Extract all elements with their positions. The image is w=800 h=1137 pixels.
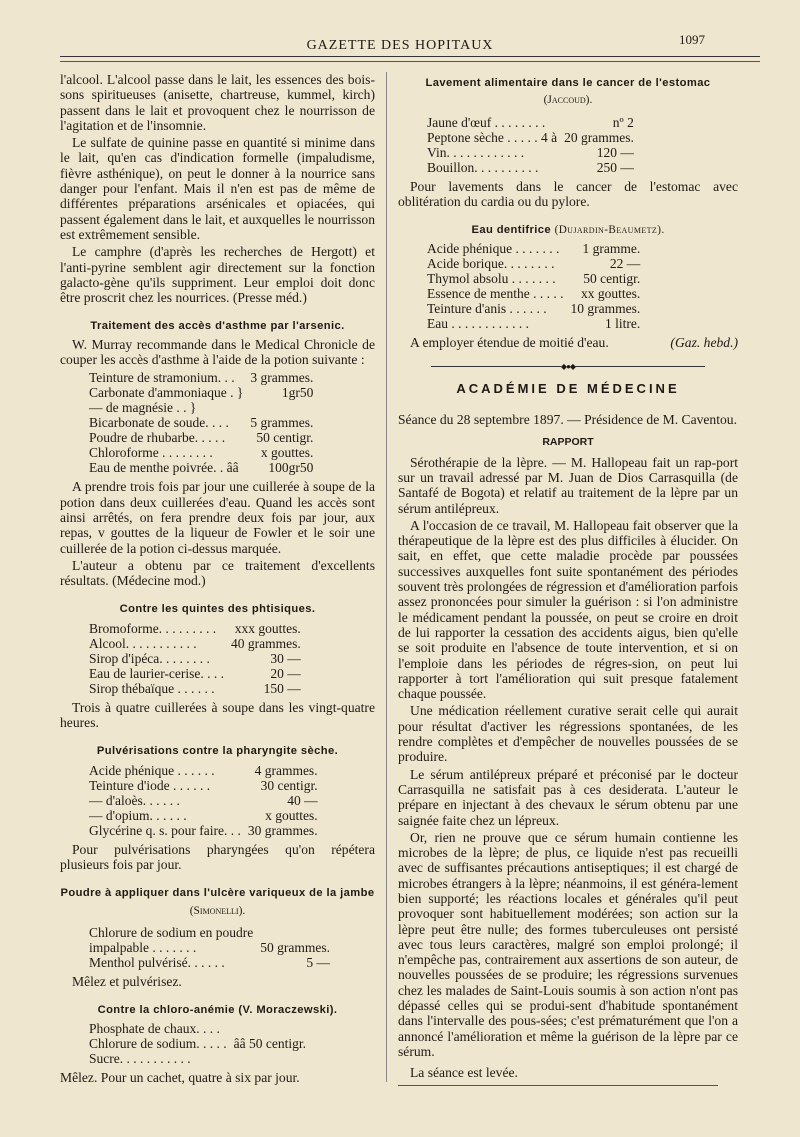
- prescription-row: [86, 370, 316, 385]
- prescription-row: [86, 636, 304, 651]
- dose: 1 litre.: [604, 316, 641, 332]
- ingredient: impalpable . . . . . . .: [89, 939, 197, 955]
- paragraph: Le sulfate de quinine passe en quantité si minime dans le lait, qu'en cas d'indication formelle (impaludisme, fièvre asthénique), on peut le donner à la nourrice sans danger pour l'enfant. Mais il n'en est pas de même de différentes préparations arsénicales et opiacées, qui passent également dans le lait, et auxquelles le nourrisson est extrêmement sensible.: [60, 135, 375, 242]
- ingredient: — d'opium. . . . . .: [89, 807, 187, 823]
- dose: ââ 50 centigr.: [233, 1036, 306, 1052]
- section-title: Contre la chloro-anémie (V. Moraczewski).: [97, 1004, 338, 1017]
- ingredient: Bouillon. . . . . . . . . .: [427, 159, 539, 175]
- dose: 40 —: [287, 792, 318, 808]
- prescription-row: [86, 1036, 309, 1051]
- section-title: [398, 223, 738, 238]
- column-divider: [386, 72, 387, 1082]
- paragraph: Pour pulvérisations pharyngées qu'on répétera plusieurs fois par jour.: [60, 841, 375, 872]
- prescription-row: [86, 681, 304, 696]
- prescription-row: [86, 445, 316, 460]
- page-number: 1097: [679, 32, 705, 47]
- prescription-row: [86, 1021, 309, 1036]
- dose: 3 grammes.: [250, 370, 314, 386]
- paragraph: [398, 335, 738, 350]
- prescription-row: [86, 793, 321, 808]
- dose: 1 gramme.: [582, 241, 641, 257]
- prescription-row: [86, 955, 333, 970]
- header-rule-thin: [60, 61, 760, 62]
- ingredient: — de magnésie . . }: [89, 400, 197, 416]
- prescription-row: [86, 925, 333, 940]
- ingredient: Sucre. . . . . . . . . . .: [89, 1051, 191, 1067]
- paragraph: L'auteur a obtenu par ce traitement d'excellents résultats. (Médecine mod.): [60, 557, 375, 589]
- paragraph: Mêlez et pulvérisez.: [72, 973, 182, 989]
- prescription-row: [86, 778, 321, 793]
- prescription-row: [424, 256, 643, 271]
- section-title: Lavement alimentaire dans le cancer de l'estomac: [425, 77, 711, 89]
- dose: 50 centigr.: [583, 271, 641, 287]
- prescription-row: [86, 415, 316, 430]
- section-title: Traitement des accès d'asthme par l'arsenic.: [90, 320, 345, 333]
- dose: 120 —: [596, 144, 634, 160]
- dose: 4 grammes.: [254, 762, 318, 778]
- ingredient: Chloroforme . . . . . . . .: [89, 445, 213, 461]
- header-rule: [60, 56, 760, 57]
- paragraph: l'alcool. L'alcool passe dans le lait, les essences des bois-sons spiritueuses (anisette, chartreuse, kummel, kirch) passent dans le lait et provoquent chez le nourrisson de l'agitation et de l'insomnie.: [60, 72, 375, 133]
- dose: xx gouttes.: [580, 286, 641, 302]
- dose: x gouttes.: [260, 445, 314, 461]
- paragraph: Mêlez. Pour un cachet, quatre à six par jour.: [60, 1070, 300, 1086]
- prescription-row: [424, 241, 643, 256]
- closing-rule: [398, 1085, 718, 1086]
- right-column: [398, 72, 738, 1086]
- paragraph: Sérothérapie de la lèpre. — M. Hallopeau fait un rap-port sur un travail adressé par M. Juan de Dios Carrasquilla (de Santafé de Bogota) et relatif au traitement de la lèpre par un sérum antilépreux.: [398, 454, 738, 516]
- paragraph-text: A employer étendue de moitié d'eau.: [410, 335, 609, 351]
- ingredient: Glycérine q. s. pour faire. . .: [89, 822, 241, 838]
- dose: 250 —: [596, 159, 634, 175]
- dose: 100gr50: [268, 460, 314, 476]
- ingredient: Chlorure de sodium. . . . .: [89, 1036, 227, 1052]
- ingredient: Poudre de rhubarbe. . . . .: [89, 430, 226, 446]
- source-citation: (Gaz. hebd.): [670, 335, 738, 351]
- paragraph: Trois à quatre cuillerées à soupe dans les vingt-quatre heures.: [60, 699, 375, 731]
- dose: 50 grammes.: [260, 939, 330, 955]
- prescription-table: [424, 241, 643, 331]
- section-title: Poudre à appliquer dans l'ulcère variqueux de la jambe: [60, 887, 375, 900]
- dose: [246, 400, 316, 415]
- prescription-row: [86, 621, 304, 636]
- ingredient: Bromoforme. . . . . . . . .: [89, 620, 217, 636]
- ingredient: Essence de menthe . . . . .: [427, 286, 564, 302]
- ingredient: Jaune d'œuf . . . . . . . .: [427, 114, 546, 130]
- dose: xxx gouttes.: [234, 620, 301, 636]
- prescription-row: [86, 940, 333, 955]
- prescription-row: [86, 1051, 309, 1066]
- paragraph: Le camphre (d'après les recherches de Hergott) et l'anti-pyrine semblent agir directement sur la fonction galacto-gène qu'ils suppriment. Leur emploi doit donc être proscrit chez les nourrices. (Presse méd.): [60, 244, 375, 306]
- ingredient: Peptone sèche . . . . . 4 à: [427, 129, 558, 145]
- ingredient: Acide phénique . . . . . . .: [427, 241, 560, 257]
- ingredient: Menthol pulvérisé. . . . . .: [89, 954, 225, 970]
- prescription-row: [86, 430, 316, 445]
- dose: 5 —: [306, 954, 330, 970]
- ingredient: Eau de laurier-cerise. . . .: [89, 665, 225, 681]
- dose: [256, 925, 333, 940]
- ingredient: Acide borique. . . . . . . .: [427, 256, 555, 272]
- dose: 50 centigr.: [256, 430, 314, 446]
- ingredient: Eau . . . . . . . . . . . .: [427, 316, 529, 332]
- paragraph: Or, rien ne prouve que ce sérum humain contienne les microbes de la lèpre; de plus, ce liquide n'est pas recueilli avec de suffisantes précautions antiseptiques; il est chargé de microbes étrangers à la lèpre; néanmoins, il est généra-lement bien supporté; les réactions locales et générales qu'il peut provoquer sont habituellement modérées; son action sur la lèpre peut être nulle; des formes tuberculeuses ont persisté avec tous leurs caractères, malgré son emploi prolongé; il n'empêche pas, contrairement aux assertions de son auteur, de nouvelles poussées de se produire; les régressions survenues chez les malades de Saint-Louis soumis à son action n'ont pas dépassé celles qui se produi-sent d'habitude spontanément dans l'intervalle des pous-sées; c'est prématurément que l'on a annoncé l'amélioration et même la guérison de la lèpre par ce sérum.: [398, 829, 738, 1059]
- prescription-row: [86, 808, 321, 823]
- prescription-row: [424, 286, 643, 301]
- prescription-row: [424, 145, 637, 160]
- ingredient: Alcool. . . . . . . . . . .: [89, 635, 197, 651]
- dose: 5 grammes.: [250, 415, 314, 431]
- paragraph: A prendre trois fois par jour une cuillerée à soupe de la potion dans deux cuillerées d'eau. Quand les accès sont ainsi arrêtés, on fera prendre deux fois par jour, aux repas, v gouttes de la liqueur de Fowler et le soir une cuillerée de la potion ci-dessus marquée.: [60, 479, 375, 556]
- ingredient: Thymol absolu . . . . . . .: [427, 271, 556, 287]
- ingredient: Sirop d'ipéca. . . . . . . .: [89, 650, 210, 666]
- prescription-row: [424, 271, 643, 286]
- prescription-row: [424, 316, 643, 331]
- ingredient: Eau de menthe poivrée. . ââ: [89, 460, 239, 476]
- ornament-divider: ◆●◆: [398, 357, 738, 367]
- closing-line: La séance est levée.: [410, 1065, 518, 1081]
- ingredient: Teinture d'anis . . . . . .: [427, 301, 547, 317]
- dose: 30 centigr.: [260, 777, 318, 793]
- dose: 1gr50: [281, 385, 314, 401]
- section-title-text: Eau dentifrice: [471, 224, 552, 237]
- ingredient: Carbonate d'ammoniaque . }: [89, 385, 244, 401]
- dose: nº 2: [612, 114, 634, 130]
- dose: 22 —: [609, 256, 641, 272]
- section-author: (Dujardin-Beaumetz).: [554, 224, 665, 237]
- section-title: Pulvérisations contre la pharyngite sèche.: [96, 745, 339, 758]
- prescription-table: [86, 370, 316, 475]
- dose: 30 —: [270, 650, 301, 666]
- running-head: GAZETTE DES HOPITAUX: [306, 38, 494, 53]
- dose: [230, 1051, 309, 1066]
- prescription-row: [86, 763, 321, 778]
- prescription-row: [86, 400, 316, 415]
- prescription-row: [424, 301, 643, 316]
- dose: 20 —: [270, 665, 301, 681]
- dose: x gouttes.: [265, 807, 318, 823]
- ingredient: — d'aloès. . . . . .: [89, 792, 180, 808]
- dose: 20 grammes.: [564, 129, 634, 145]
- paragraph: Pour lavements dans le cancer de l'estomac avec oblitération du cardia ou du pylore.: [398, 178, 738, 209]
- subsection-title: RAPPORT: [542, 436, 594, 449]
- prescription-table: [424, 115, 637, 175]
- paragraph: A l'occasion de ce travail, M. Hallopeau fait observer que la thérapeutique de la lèpre est des plus difficiles à élucider. On sait, en effet, que cette maladie procède par poussées successives auxquelles font suite spontanément des périodes souvent très prolongées de régression et d'amélioration parfois assez prononcées pour simuler la guérison : si l'on administre le médicament pendant la poussée, on peut se croire en droit de lui rapporter la cessation des accidents aigus, bien qu'elle se soit produite en l'absence de toute intervention, et si on l'emploie dans les périodes de régres-sion, on peut lui rapporter à tort l'amélioration qui suit presque fatalement chaque poussée.: [398, 517, 738, 702]
- section-title: Contre les quintes des phtisiques.: [119, 603, 316, 616]
- prescription-row: [424, 160, 637, 175]
- ingredient: Phosphate de chaux. . . .: [89, 1021, 220, 1037]
- ingredient: Teinture de stramonium. . .: [89, 370, 235, 386]
- ingredient: Acide phénique . . . . . .: [89, 762, 215, 778]
- prescription-row: [86, 385, 316, 400]
- paragraph: W. Murray recommande dans le Medical Chronicle de couper les accès d'asthme à l'aide de la potion suivante :: [60, 336, 375, 368]
- prescription-row: [86, 823, 321, 838]
- prescription-row: [86, 460, 316, 475]
- section-title: ACADÉMIE DE MÉDECINE: [456, 380, 680, 396]
- ingredient: Chlorure de sodium en poudre: [89, 924, 254, 940]
- section-author: (Simonelli).: [189, 904, 246, 917]
- prescription-table: [86, 763, 321, 838]
- paragraph: Une médication réellement curative serait celle qui aurait pour résultat d'activer les régressions spontanées, de les rendre complètes et d'empêcher de nouvelles poussées de se produire.: [398, 703, 738, 765]
- prescription-row: [86, 666, 304, 681]
- seance-line: Séance du 28 septembre 1897. — Présidence de M. Caventou.: [398, 412, 738, 428]
- prescription-table: [86, 1021, 309, 1066]
- prescription-table: [86, 621, 304, 696]
- ingredient: Teinture d'iode . . . . . .: [89, 777, 211, 793]
- ingredient: Vin. . . . . . . . . . . .: [427, 144, 525, 160]
- ingredient: Bicarbonate de soude. . . .: [89, 415, 229, 431]
- prescription-table: [86, 925, 333, 970]
- dose: [230, 1021, 309, 1036]
- ingredient: Sirop thébaïque . . . . . .: [89, 680, 215, 696]
- dose: 30 grammes.: [247, 822, 318, 838]
- prescription-row: [424, 115, 637, 130]
- dose: 150 —: [263, 680, 301, 696]
- paragraph: Le sérum antilépreux préparé et préconisé par le docteur Carrasquilla ne satisfait pas à ces desiderata. L'auteur le prépare en injectant à des chevaux le sérum obtenu par une saignée faite chez un lépreux.: [398, 766, 738, 828]
- dose: 40 grammes.: [231, 635, 301, 651]
- section-author: (Jaccoud).: [543, 94, 593, 107]
- prescription-row: [424, 130, 637, 145]
- dose: 10 grammes.: [570, 301, 641, 317]
- prescription-row: [86, 651, 304, 666]
- left-column: [60, 72, 375, 1088]
